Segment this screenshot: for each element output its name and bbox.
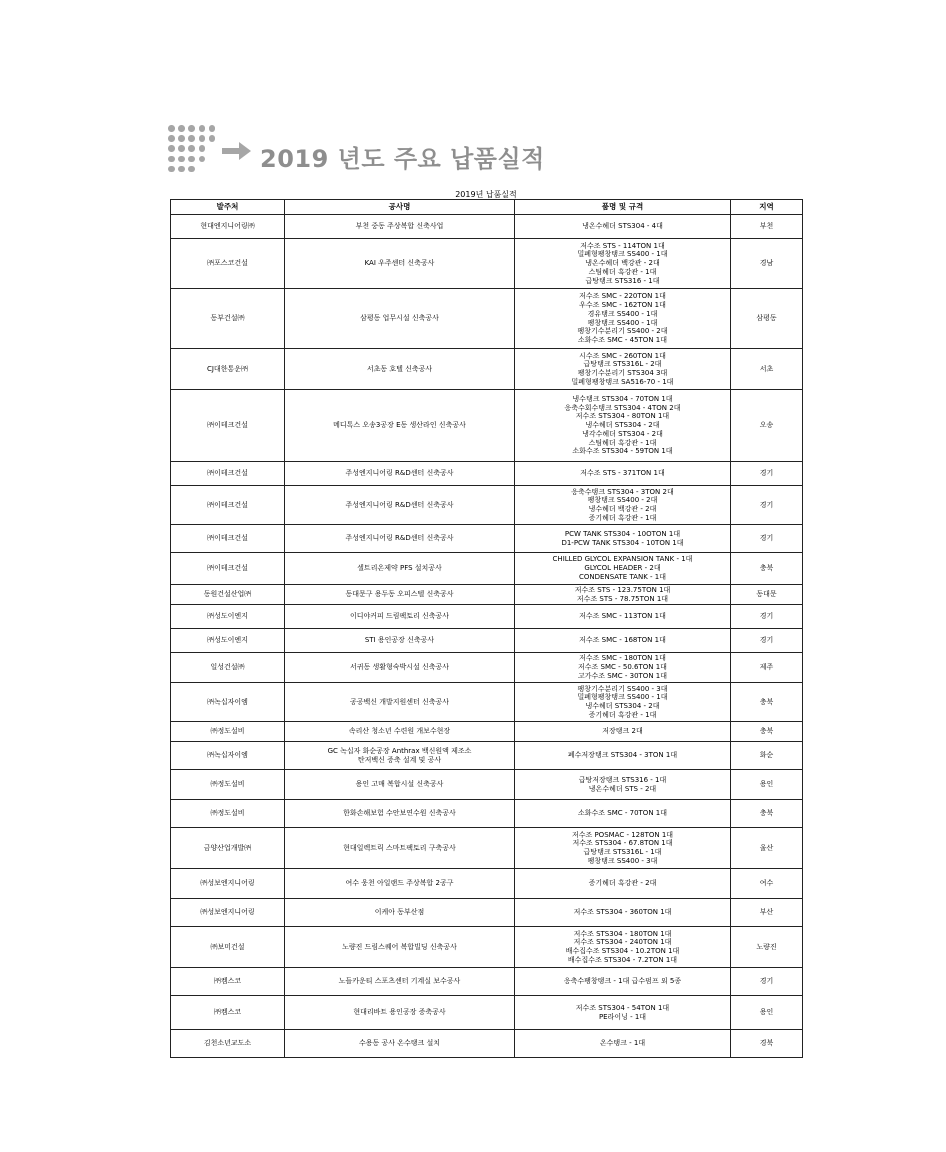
cell-client: ㈜성보엔지니어링	[171, 869, 285, 899]
dot-shape	[188, 135, 195, 142]
cell-client: ㈜포스코건설	[171, 239, 285, 289]
dot-shape	[199, 145, 206, 152]
cell-items: 냉수탱크 STS304 - 70TON 1대 응축수회수탱크 STS304 - 4TON 2대 저수조 STS304 - 80TON 1대 냉수헤더 STS304 - 2대 냉각수헤더 STS304 - 2대 스팀헤더 흑강관 - 1대 소화수조 STS304 - 59TON 1대	[515, 390, 731, 462]
cell-project: 셀트리온제약 PFS 설치공사	[285, 553, 515, 585]
cell-region: 울산	[731, 828, 803, 869]
cell-region: 오송	[731, 390, 803, 462]
cell-region: 부산	[731, 899, 803, 927]
cell-items: 폐수저장탱크 STS304 - 3TON 1대	[515, 742, 731, 770]
cell-project: 이디야커피 드림팩토리 신축공사	[285, 605, 515, 629]
table-caption: 2019년 납품실적	[455, 190, 517, 199]
dot-shape	[178, 125, 185, 132]
cell-client: 김천소년교도소	[171, 1030, 285, 1058]
cell-region: 경기	[731, 486, 803, 525]
cell-project: 동대문구 용두동 오피스텔 신축공사	[285, 585, 515, 605]
cell-region: 충북	[731, 722, 803, 742]
cell-items: 증기헤더 흑강관 - 2대	[515, 869, 731, 899]
cell-client: ㈜성도이엔지	[171, 629, 285, 653]
cell-project: 노량진 드림스퀘어 복합빌딩 신축공사	[285, 927, 515, 968]
cell-region: 서초	[731, 349, 803, 390]
table-row	[171, 486, 803, 525]
cell-region: 화순	[731, 742, 803, 770]
cell-items: 저수조 SMC - 168TON 1대	[515, 629, 731, 653]
cell-region: 노량진	[731, 927, 803, 968]
cell-project: 노들카운티 스포츠센터 기계실 보수공사	[285, 968, 515, 996]
cell-project: 주성엔지니어링 R&D센터 신축공사	[285, 525, 515, 553]
cell-items: 저장탱크 2대	[515, 722, 731, 742]
arrow-right-icon	[222, 142, 252, 160]
dot-shape	[188, 125, 195, 132]
column-header-items: 품명 및 규격	[515, 200, 731, 215]
cell-items: 응축수팽창탱크 - 1대 급수펌프 외 5종	[515, 968, 731, 996]
dot-shape	[199, 135, 206, 142]
cell-project: 현대리바트 용인공장 증축공사	[285, 996, 515, 1030]
cell-region: 경기	[731, 968, 803, 996]
cell-client: ㈜정도설비	[171, 770, 285, 800]
cell-region: 경기	[731, 629, 803, 653]
cell-project: STI 용인공장 신축공사	[285, 629, 515, 653]
cell-client: ㈜이테크건설	[171, 390, 285, 462]
cell-items: 팽창기수분리기 SS400 - 3대 밀폐형팽창탱크 SS400 - 1대 냉수헤더 STS304 - 2대 증기헤더 흑강관 - 1대	[515, 683, 731, 722]
cell-items: 저수조 STS304 - 360TON 1대	[515, 899, 731, 927]
cell-project: 한화손해보험 수안보연수원 신축공사	[285, 800, 515, 828]
dot-shape	[168, 135, 175, 142]
cell-project: 여수 웅천 아일랜드 주상복합 2공구	[285, 869, 515, 899]
cell-client: ㈜켐스코	[171, 968, 285, 996]
cell-region: 경북	[731, 1030, 803, 1058]
cell-items: 저수조 STS - 371TON 1대	[515, 462, 731, 486]
page-title: 2019 년도 주요 납품실적	[260, 145, 545, 173]
dot-shape	[188, 166, 195, 173]
cell-items: 저수조 STS304 - 180TON 1대 저수조 STS304 - 240TON 1대 배수집수조 STS304 - 10.2TON 1대 배수집수조 STS304 - 7.2TON 1대	[515, 927, 731, 968]
cell-project: 이케아 동부산점	[285, 899, 515, 927]
dot-grid-icon	[168, 125, 222, 177]
cell-client: ㈜정도설비	[171, 800, 285, 828]
cell-items: 저수조 STS - 114TON 1대 밀폐형팽창탱크 SS400 - 1대 냉온수헤더 백강관 - 2대 스팀헤더 흑강관 - 1대 급탕탱크 STS316 - 1대	[515, 239, 731, 289]
dot-shape	[199, 125, 206, 132]
cell-project: 삼평동 업무시설 신축공사	[285, 289, 515, 349]
cell-project: 서귀동 생활형숙박시설 신축공사	[285, 653, 515, 683]
cell-items: 시수조 SMC - 260TON 1대 급탕탱크 STS316L - 2대 팽창기수분리기 STS304 3대 밀폐형팽창탱크 SA516-70 - 1대	[515, 349, 731, 390]
cell-client: CJ대한통운㈜	[171, 349, 285, 390]
cell-client: 일성건설㈜	[171, 653, 285, 683]
cell-region: 용인	[731, 770, 803, 800]
cell-project: 부천 중동 주상복합 신축사업	[285, 215, 515, 239]
cell-project: 속리산 청소년 수련원 개보수현장	[285, 722, 515, 742]
cell-client: ㈜보미건설	[171, 927, 285, 968]
dot-shape	[178, 135, 185, 142]
cell-client: ㈜켐스코	[171, 996, 285, 1030]
column-header-project: 공사명	[285, 200, 515, 215]
table-row	[171, 996, 803, 1030]
cell-items: 냉온수헤더 STS304 - 4대	[515, 215, 731, 239]
table-row	[171, 1030, 803, 1058]
table-row	[171, 869, 803, 899]
dot-shape	[178, 145, 185, 152]
cell-client: ㈜성도이엔지	[171, 605, 285, 629]
cell-project: 메디톡스 오송3공장 E동 생산라인 신축공사	[285, 390, 515, 462]
cell-region: 경기	[731, 605, 803, 629]
cell-client: ㈜이테크건설	[171, 486, 285, 525]
cell-project: 주성엔지니어링 R&D센터 신축공사	[285, 462, 515, 486]
table-row	[171, 968, 803, 996]
table-row	[171, 215, 803, 239]
table-row	[171, 553, 803, 585]
cell-items: 저수조 SMC - 220TON 1대 우수조 SMC - 162TON 1대 경유탱크 SS400 - 1대 팽창탱크 SS400 - 1대 팽창기수분리기 SS400 - 2대 소화수조 SMC - 45TON 1대	[515, 289, 731, 349]
table-row	[171, 653, 803, 683]
cell-items: PCW TANK STS304 - 10OTON 1대 D1-PCW TANK STS304 - 10TON 1대	[515, 525, 731, 553]
cell-client: ㈜이테크건설	[171, 525, 285, 553]
dot-shape	[188, 156, 195, 163]
table-row	[171, 239, 803, 289]
cell-project: GC 녹십자 화순공장 Anthrax 백신원액 제조소 탄저백신 증축 설계 및 공사	[285, 742, 515, 770]
cell-region: 동대문	[731, 585, 803, 605]
table-row	[171, 683, 803, 722]
dot-shape	[168, 156, 175, 163]
dot-shape	[178, 166, 185, 173]
cell-client: 금양산업개발㈜	[171, 828, 285, 869]
cell-client: ㈜녹십자이엠	[171, 683, 285, 722]
cell-region: 용인	[731, 996, 803, 1030]
cell-items: 급탕저장탱크 STS316 - 1대 냉온수헤더 STS - 2대	[515, 770, 731, 800]
cell-items: 소화수조 SMC - 70TON 1대	[515, 800, 731, 828]
cell-items: 저수조 STS304 - 54TON 1대 PE라이닝 - 1대	[515, 996, 731, 1030]
cell-items: 응축수탱크 STS304 - 3TON 2대 팽창탱크 SS400 - 2대 냉수헤더 백강관 - 2대 증기헤더 흑강관 - 1대	[515, 486, 731, 525]
cell-project: 수용동 공사 온수탱크 설치	[285, 1030, 515, 1058]
dot-shape	[199, 156, 206, 163]
cell-items: 저수조 SMC - 113TON 1대	[515, 605, 731, 629]
cell-client: ㈜정도설비	[171, 722, 285, 742]
dot-shape	[178, 156, 185, 163]
table-row	[171, 289, 803, 349]
dot-shape	[209, 125, 216, 132]
dot-shape	[168, 125, 175, 132]
cell-client: ㈜녹십자이엠	[171, 742, 285, 770]
table-row	[171, 770, 803, 800]
cell-items: 온수탱크 - 1대	[515, 1030, 731, 1058]
table-row	[171, 800, 803, 828]
cell-project: 서초동 호텔 신축공사	[285, 349, 515, 390]
cell-region: 충북	[731, 553, 803, 585]
table-row	[171, 742, 803, 770]
cell-client: 동원건설산업㈜	[171, 585, 285, 605]
column-header-client: 발주처	[171, 200, 285, 215]
cell-region: 경기	[731, 462, 803, 486]
table-row	[171, 462, 803, 486]
cell-region: 삼평동	[731, 289, 803, 349]
cell-project: 용인 고매 복합시설 신축공사	[285, 770, 515, 800]
table-row	[171, 927, 803, 968]
table-row	[171, 629, 803, 653]
delivery-record-table	[170, 199, 803, 1058]
column-header-region: 지역	[731, 200, 803, 215]
cell-region: 충북	[731, 683, 803, 722]
cell-project: 주성엔지니어링 R&D센터 신축공사	[285, 486, 515, 525]
cell-items: 저수조 POSMAC - 128TON 1대 저수조 STS304 - 67.8TON 1대 급탕탱크 STS316L - 1대 팽창탱크 SS400 - 3대	[515, 828, 731, 869]
cell-items: 저수조 STS - 123.75TON 1대 저수조 STS - 78.75TON 1대	[515, 585, 731, 605]
cell-client: 현대엔지니어링㈜	[171, 215, 285, 239]
cell-client: 동부건설㈜	[171, 289, 285, 349]
page-header	[168, 125, 568, 177]
cell-region: 경기	[731, 525, 803, 553]
table-row	[171, 722, 803, 742]
cell-region: 부천	[731, 215, 803, 239]
table-row	[171, 390, 803, 462]
table-row	[171, 828, 803, 869]
cell-region: 제주	[731, 653, 803, 683]
table-row	[171, 585, 803, 605]
cell-region: 여수	[731, 869, 803, 899]
cell-project: 공공백신 개발지원센터 신축공사	[285, 683, 515, 722]
cell-project: 현대일렉트릭 스마트팩토리 구축공사	[285, 828, 515, 869]
dot-shape	[168, 166, 175, 173]
cell-region: 충북	[731, 800, 803, 828]
cell-items: 저수조 SMC - 180TON 1대 저수조 SMC - 50.6TON 1대 고가수조 SMC - 30TON 1대	[515, 653, 731, 683]
cell-client: ㈜이테크건설	[171, 553, 285, 585]
dot-shape	[188, 145, 195, 152]
cell-client: ㈜이테크건설	[171, 462, 285, 486]
table-row	[171, 605, 803, 629]
table-header-row	[171, 200, 803, 215]
cell-project: KAI 우주센터 신축공사	[285, 239, 515, 289]
table-row	[171, 349, 803, 390]
table-row	[171, 899, 803, 927]
table-row	[171, 525, 803, 553]
cell-client: ㈜성보엔지니어링	[171, 899, 285, 927]
cell-items: CHILLED GLYCOL EXPANSION TANK - 1대 GLYCOL HEADER - 2대 CONDENSATE TANK - 1대	[515, 553, 731, 585]
dot-shape	[168, 145, 175, 152]
dot-shape	[209, 135, 216, 142]
cell-region: 경남	[731, 239, 803, 289]
